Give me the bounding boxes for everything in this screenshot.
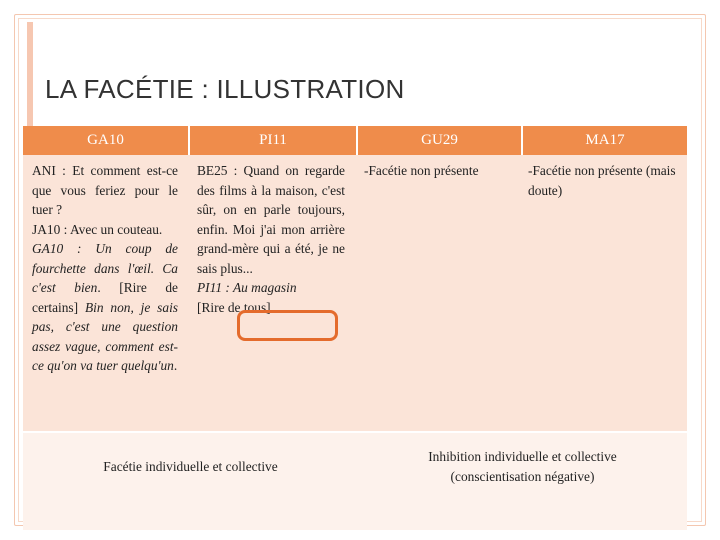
cell-pi11-line3: [Rire de tous]: [197, 299, 271, 315]
highlight-annotation-box: [237, 310, 338, 341]
cell-ga10-line4-italic: Bin non, je sais pas, c'est une question assez vague, comment est-ce qu'on va tuer quelqu'un: [32, 299, 178, 373]
cell-pi11-line2-italic: PI11 : Au magasin: [197, 280, 297, 295]
cell-ga10-line1: ANI : Et comment est-ce que vous feriez pour le tuer ?: [32, 163, 178, 217]
cell-gu29: -Facétie non présente: [364, 163, 479, 178]
header-ga10: GA10: [23, 126, 188, 155]
cell-ga10-line4-end: .: [173, 358, 178, 373]
footer-right-line1: Inhibition individuelle et collective: [428, 449, 617, 464]
cell-ga10-line2: JA10 : Avec un couteau.: [32, 221, 163, 237]
cell-ga10-line3-rest: . [Rire de certains]: [32, 280, 178, 315]
cell-pi11-line1: BE25 : Quand on regarde des films à la maison, c'est sûr, on en parle toujours, enfin. Moi j'ai mon arrière grand-mère qui a été, je ne sais plus...: [197, 163, 345, 276]
header-pi11: PI11: [190, 126, 356, 155]
footer-right-text: [358, 447, 687, 486]
cell-pi11: [197, 161, 345, 317]
cell-ma17: -Facétie non présente (mais doute): [528, 163, 676, 198]
comparison-table: [23, 126, 687, 530]
cell-ga10: [32, 161, 178, 376]
header-ma17: MA17: [523, 126, 687, 155]
footer-right-line2: (conscientisation négative): [450, 468, 595, 484]
cell-ga10-line3-italic: GA10 : Un coup de fourchette dans l'œil. Ca c'est bien: [32, 241, 178, 295]
header-gu29: GU29: [358, 126, 521, 155]
footer-left-text: Facétie individuelle et collective: [103, 459, 278, 474]
slide-title: LA FACÉTIE : ILLUSTRATION: [45, 74, 405, 104]
